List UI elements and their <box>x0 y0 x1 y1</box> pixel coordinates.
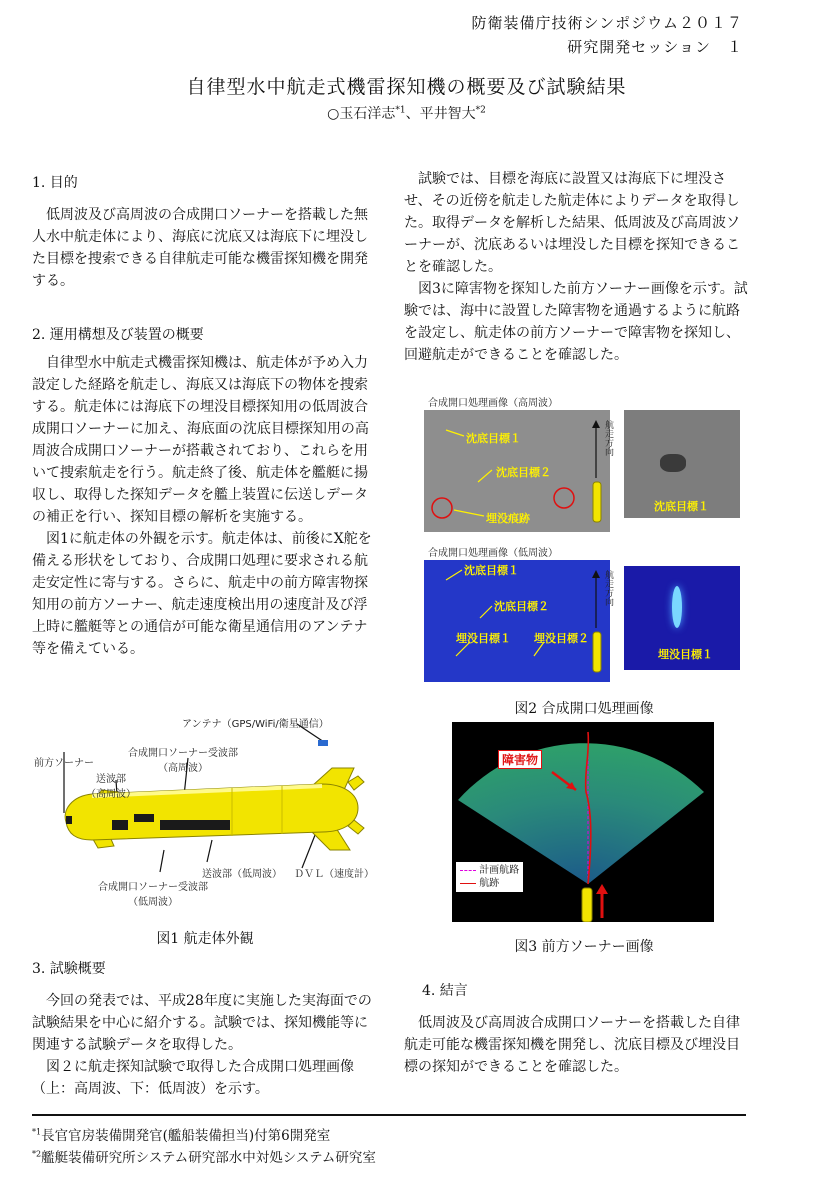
hf-zoom-image <box>624 410 740 518</box>
footnote-1 <box>32 1124 330 1144</box>
figure-1-caption: 図1 航走体外観 <box>156 931 254 947</box>
label-rx-lf-line1: 合成開口ソーナー受波部 <box>98 882 208 893</box>
label-rx-lf-line2: （低周波） <box>128 897 178 908</box>
section-3-para-3: 試験では、目標を海底に設置又は海底下に埋没させ、その近傍を航走した航走体によりデータを取得した。取得データを解析した結果、低周波及び高周波ソーナーが、沈底あるいは埋没した目標を探知できることを確認した。 <box>404 171 740 275</box>
section-1-heading: 1. 目的 <box>32 175 78 191</box>
hf-direction-indicator <box>592 418 613 528</box>
hf-direction-label: 航走方向 <box>603 420 613 456</box>
obstacle-label: 障害物 <box>498 750 542 769</box>
hf-label-3: 埋没痕跡 <box>486 512 530 525</box>
lf-direction-indicator <box>592 568 613 678</box>
lf-label-2: 沈底目標２ <box>494 600 549 613</box>
footnote-2-text: 艦艇装備研究所システム研究部水中対処システム研究室 <box>41 1150 376 1166</box>
label-dvl: ＤＶＬ（速度計） <box>294 869 374 880</box>
section-3-para-4: 図3に障害物を探知した前方ソーナー画像を示す。試験では、海中に設置した障害物を通過するように航路を設定し、航走体の前方ソーナーで障害物を探知し、回避航走ができることを確認した。 <box>404 281 748 363</box>
author-separator: 、 <box>405 106 420 122</box>
author-2: 平井智大 <box>419 106 476 122</box>
hf-zoom-label: 沈底目標１ <box>654 500 709 513</box>
fig3-legend <box>456 862 523 892</box>
label-rx-hf-line1: 合成開口ソーナー受波部 <box>128 748 238 759</box>
paper-title: 自律型水中航走式機雷探知機の概要及び試験結果 <box>186 76 627 98</box>
figure-2-caption: 図2 合成開口処理画像 <box>514 701 654 717</box>
lf-markers <box>424 560 610 682</box>
legend-track <box>460 877 519 890</box>
legend-planned-swatch <box>460 870 476 871</box>
label-rx-lf <box>98 878 208 908</box>
forward-sonar-image <box>452 722 714 922</box>
authors <box>0 103 813 123</box>
section-2-para-1: 自律型水中航走式機雷探知機は、航走体が予め入力設定した経路を航走し、海底又は海底下の物体を捜索する。航走体には海底下の埋没目標探知用の低周波合成開口ソーナーに加え、海底面の沈底目標探知用の高周波合成開口ソーナーが搭載されており、これらを用いて捜索航走を行う。航走終了後、航走体を艦艇に揚収し、取得した探知データを艦上装置に伝送しデータの補正を行い、探知目標の解析を実施する。 <box>32 355 369 525</box>
legend-planned <box>460 864 519 877</box>
lf-sonar-image <box>424 560 610 682</box>
hf-label-2: 沈底目標２ <box>496 466 551 479</box>
fig2-lf-title: 合成開口処理画像（低周波） <box>428 548 558 559</box>
figure-1 <box>32 710 378 910</box>
section-1-body: 低周波及び高周波の合成開口ソーナーを搭載した無人水中航走体により、海底に沈底又は海底下に埋没した目標を捜索できる自律航走可能な機雷探知機を開発する。 <box>32 207 368 289</box>
footnote-1-text: 長官官房装備開発官(艦船装備担当)付第6開発室 <box>41 1128 331 1144</box>
figure-2 <box>424 394 744 690</box>
section-2-para-2: 図1に航走体の外観を示す。航走体は、前後にX舵を備える形状をしており、合成開口処理に要求される航走安定性に寄与する。さらに、航走中の前方障害物探知用の前方ソーナー、航走速度検出用の速度計及び浮上時に艦艇等との通信が可能な衛星通信用のアンテナ等を備えている。 <box>32 531 372 657</box>
section-2-heading: 2. 運用構想及び装置の概要 <box>32 327 204 343</box>
footnote-2-mark: *2 <box>32 1149 42 1159</box>
author-1: ○玉石洋志 <box>327 106 396 122</box>
section-3-para-2: 図２に航走探知試験で取得した合成開口処理画像（上：高周波、下：低周波）を示す。 <box>32 1059 354 1097</box>
section-3 <box>32 958 378 1100</box>
lf-zoom-image <box>624 566 740 670</box>
label-rx-hf-line2: （高周波） <box>158 763 208 774</box>
footnote-1-mark: *1 <box>32 1127 42 1137</box>
lf-label-1: 沈底目標１ <box>464 564 519 577</box>
section-4-body: 低周波及び高周波合成開口ソーナーを搭載した自律航走可能な機雷探知機を開発し、沈底目標及び埋没目標の探知ができることを確認した。 <box>404 1015 740 1075</box>
session-name: 研究開発セッション １ <box>567 38 743 56</box>
section-2 <box>32 324 378 660</box>
label-tx-hf <box>86 770 136 800</box>
lf-label-4: 埋没目標２ <box>534 632 589 645</box>
label-tx-hf-line2: （高周波） <box>86 789 136 800</box>
lf-zoom-target <box>672 586 682 628</box>
section-3-continued <box>404 168 750 366</box>
hf-zoom-target <box>660 454 686 472</box>
label-rx-hf <box>128 744 238 774</box>
label-tx-hf-line1: 送波部 <box>96 774 126 785</box>
section-3-para-1: 今回の発表では、平成28年度に実施した実海面での試験結果を中心に紹介する。試験では、探知機能等に関連する試験データを取得した。 <box>32 993 372 1053</box>
legend-planned-label: 計画航路 <box>479 865 520 876</box>
section-4-heading: 4. 結言 <box>422 983 468 999</box>
figure-3-caption: 図3 前方ソーナー画像 <box>514 939 654 955</box>
lf-direction-label: 航走方向 <box>603 570 613 606</box>
label-antenna: アンテナ（GPS/WiFi/衛星通信） <box>182 719 329 730</box>
legend-track-label: 航跡 <box>479 878 500 889</box>
label-tx-lf: 送波部（低周波） <box>202 869 282 880</box>
lf-zoom-label: 埋没目標１ <box>658 648 713 661</box>
symposium-name: 防衛装備庁技術シンポジウム２０１７ <box>471 14 743 32</box>
section-4 <box>404 980 750 1078</box>
footnote-2 <box>32 1146 376 1166</box>
figure-3 <box>452 722 714 922</box>
footnote-divider <box>32 1114 746 1116</box>
hf-label-1: 沈底目標１ <box>466 432 521 445</box>
fig2-hf-title: 合成開口処理画像（高周波） <box>428 398 558 409</box>
section-1 <box>32 172 378 292</box>
label-forward-sonar: 前方ソーナー <box>34 758 94 769</box>
author-2-mark: *2 <box>475 105 486 116</box>
author-1-mark: *1 <box>395 105 406 116</box>
lf-label-3: 埋没目標１ <box>456 632 511 645</box>
legend-track-swatch <box>460 883 476 884</box>
hf-sonar-image <box>424 410 610 532</box>
section-3-heading: 3. 試験概要 <box>32 961 106 977</box>
